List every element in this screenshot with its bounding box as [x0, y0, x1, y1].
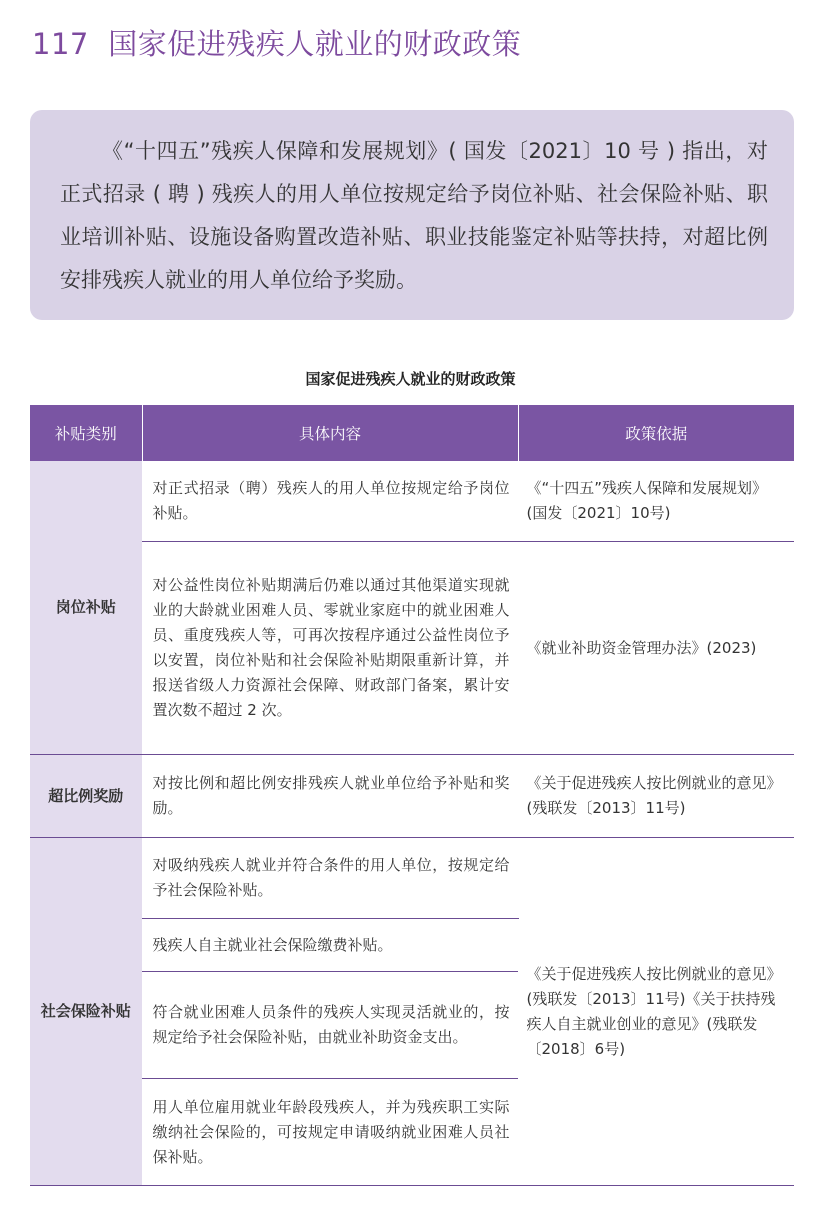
page-heading: 国家促进残疾人就业的财政政策	[108, 27, 522, 61]
content-cell: 对正式招录（聘）残疾人的用人单位按规定给予岗位补贴。	[142, 461, 518, 542]
basis-cell: 《关于促进残疾人按比例就业的意见》(残联发〔2013〕11号)	[518, 755, 794, 838]
content-cell: 对按比例和超比例安排残疾人就业单位给予补贴和奖励。	[142, 755, 518, 838]
content-cell: 残疾人自主就业社会保险缴费补贴。	[142, 919, 518, 972]
header-content: 具体内容	[142, 405, 518, 461]
content-cell: 对公益性岗位补贴期满后仍难以通过其他渠道实现就业的大龄就业困难人员、零就业家庭中的就业困难人员、重度残疾人等，可再次按程序通过公益性岗位予以安置，岗位补贴和社会保险补贴期限重新计算，并报送省级人力资源社会保障、财政部门备案，累计安置次数不超过 2 次。	[142, 542, 518, 755]
table-header-row	[30, 405, 794, 461]
basis-cell: 《就业补助资金管理办法》(2023)	[518, 542, 794, 755]
table-row	[30, 838, 794, 919]
page-title	[32, 22, 521, 63]
summary-text: 《“十四五”残疾人保障和发展规划》( 国发〔2021〕10 号 ) 指出，对正式招录 ( 聘 ) 残疾人的用人单位按规定给予岗位补贴、社会保险补贴、职业培训补贴、设施设备购置改造补贴、职业技能鉴定补贴等扶持，对超比例安排残疾人就业的用人单位给予奖励。	[60, 139, 768, 292]
table-row	[30, 542, 794, 755]
basis-cell: 《“十四五”残疾人保障和发展规划》(国发〔2021〕10号)	[518, 461, 794, 542]
page-number: 117	[32, 27, 89, 61]
table-row	[30, 755, 794, 838]
policy-table	[30, 405, 794, 1186]
category-cell: 岗位补贴	[30, 461, 142, 755]
summary-box	[30, 110, 794, 320]
header-basis: 政策依据	[518, 405, 794, 461]
content-cell: 用人单位雇用就业年龄段残疾人，并为残疾职工实际缴纳社会保险的，可按规定申请吸纳就业困难人员社保补贴。	[142, 1079, 518, 1186]
content-cell: 对吸纳残疾人就业并符合条件的用人单位，按规定给予社会保险补贴。	[142, 838, 518, 919]
basis-cell: 《关于促进残疾人按比例就业的意见》(残联发〔2013〕11号)《关于扶持残疾人自主就业创业的意见》(残联发〔2018〕6号)	[518, 838, 794, 1186]
table-row	[30, 461, 794, 542]
category-cell: 社会保险补贴	[30, 838, 142, 1186]
table-caption: 国家促进残疾人就业的财政政策	[305, 370, 516, 388]
header-category: 补贴类别	[30, 405, 142, 461]
content-cell: 符合就业困难人员条件的残疾人实现灵活就业的，按规定给予社会保险补贴，由就业补助资金支出。	[142, 972, 518, 1079]
category-cell: 超比例奖励	[30, 755, 142, 838]
